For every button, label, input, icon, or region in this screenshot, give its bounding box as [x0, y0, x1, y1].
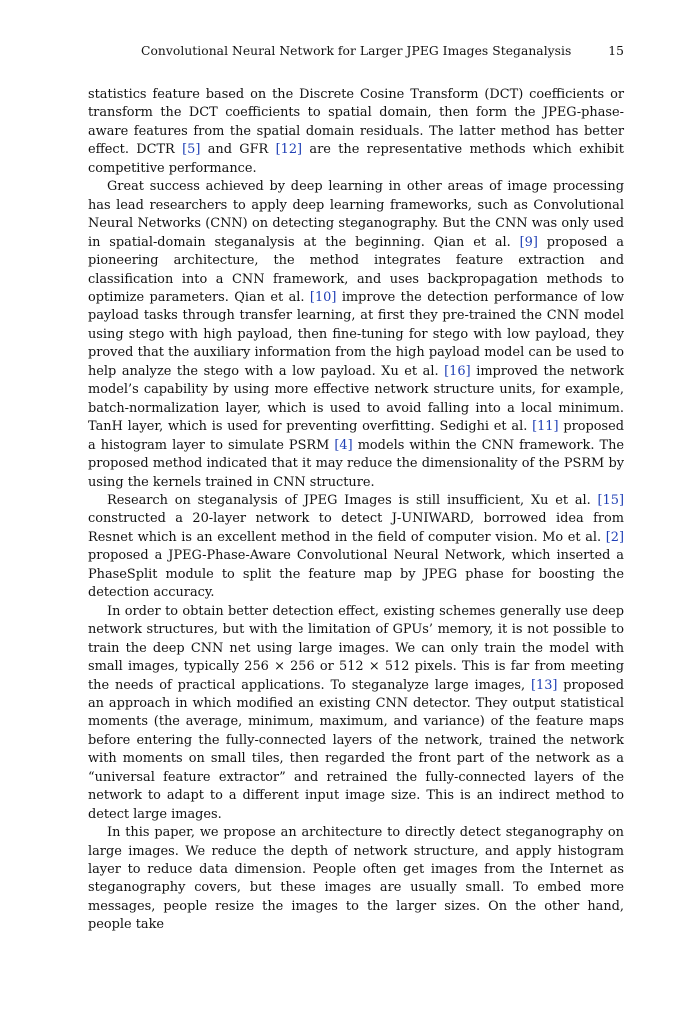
text-segment: proposed a pioneering architecture, the method integrates feature extraction and classification into a CNN framework, and uses backpropagation methods to optimize parameters. Qian et al. [88, 234, 624, 305]
citation-link[interactable]: [16] [444, 363, 471, 379]
citation-link[interactable]: [4] [334, 437, 353, 453]
citation-link[interactable]: [5] [182, 142, 201, 158]
text-segment: Great success achieved by deep learning in other areas of image processing has lead researchers to apply deep learning frameworks, such as Convolutional Neural Networks (CNN) on detecting steganography. But the CNN was only used in spatial-domain steganalysis at the beginning. Qian et al. [88, 179, 624, 250]
paragraph [88, 178, 624, 492]
paragraph [88, 492, 624, 603]
body-text [88, 86, 624, 935]
citation-link[interactable]: [11] [532, 419, 559, 435]
text-segment: In this paper, we propose an architecture to directly detect steganography on large images. We reduce the depth of network structure, and apply histogram layer to reduce data dimension. People often get images from the Internet as steganography covers, but these images are usually small. To embed more messages, people resize the images to the larger sizes. On the other hand, people take [88, 825, 624, 933]
text-segment: Research on steganalysis of JPEG Images is still insufficient, Xu et al. [107, 492, 598, 508]
text-segment: models within the CNN framework. The proposed method indicated that it may reduce the dimensionality of the PSRM by using the kernels trained in CNN structure. [88, 437, 625, 490]
text-segment: constructed a 20-layer network to detect J-UNIWARD, borrowed idea from Resnet which is an excellent method in the field of computer vision. Mo et al. [88, 511, 624, 545]
paragraph [88, 824, 624, 935]
text-segment: are the representative methods which exhibit competitive performance. [88, 142, 624, 176]
running-title: Convolutional Neural Network for Larger JPEG Images Steganalysis [141, 44, 572, 58]
paragraph [88, 86, 624, 178]
page-header [88, 44, 624, 64]
paragraph [88, 603, 624, 824]
text-segment: improved the network model’s capability by using more effective network structure units, for example, batch-normalization layer, which is used to avoid falling into a local minimum. TanH layer, which is used for preventing overfitting. Sedighi et al. [88, 363, 624, 435]
text-segment: proposed an approach in which modified an existing CNN detector. They output statistical moments (the average, minimum, maximum, and variance) of the feature maps before entering the fully-connected layers of the network, trained the network with moments on small tiles, then regarded the front part of the network as a “universal feature extractor” and retrained the fully-connected layers of the network to adapt to a different input image size. This is an indirect method to detect large images. [88, 677, 624, 822]
text-segment: improve the detection performance of low payload tasks through transfer learning, at first they pre-trained the CNN model using stego with high payload, then fine-tuning for stego with low payload, they proved that the auxiliary information from the high payload model can be used to help analyze the stego with a low payload. Xu et al. [88, 289, 624, 379]
citation-link[interactable]: [13] [530, 677, 558, 693]
citation-link[interactable]: [2] [605, 529, 624, 545]
citation-link[interactable]: [12] [275, 142, 303, 158]
page-number: 15 [608, 44, 624, 58]
citation-link[interactable]: [9] [519, 234, 538, 250]
citation-link[interactable]: [15] [597, 492, 624, 508]
text-segment: and GFR [200, 142, 276, 158]
text-segment: proposed a histogram layer to simulate PSRM [88, 419, 625, 453]
text-segment: statistics feature based on the Discrete Cosine Transform (DCT) coefficients or transform the DCT coefficients to spatial domain, then form the JPEG-phase-aware features from the spatial domain residuals. The latter method has better effect. DCTR [88, 87, 624, 158]
text-segment: proposed a JPEG-Phase-Aware Convolutional Neural Network, which inserted a PhaseSplit module to split the feature map by JPEG phase for boosting the detection accuracy. [88, 548, 624, 601]
citation-link[interactable]: [10] [309, 289, 337, 305]
text-segment: In order to obtain better detection effect, existing schemes generally use deep network structures, but with the limitation of GPUs’ memory, it is not possible to train the deep CNN net using large images. We can only train the model with small images, typically 256 × 256 or 512 × 512 pixels. This is far from meeting the needs of practical applications. To steganalyze large images, [88, 603, 624, 693]
